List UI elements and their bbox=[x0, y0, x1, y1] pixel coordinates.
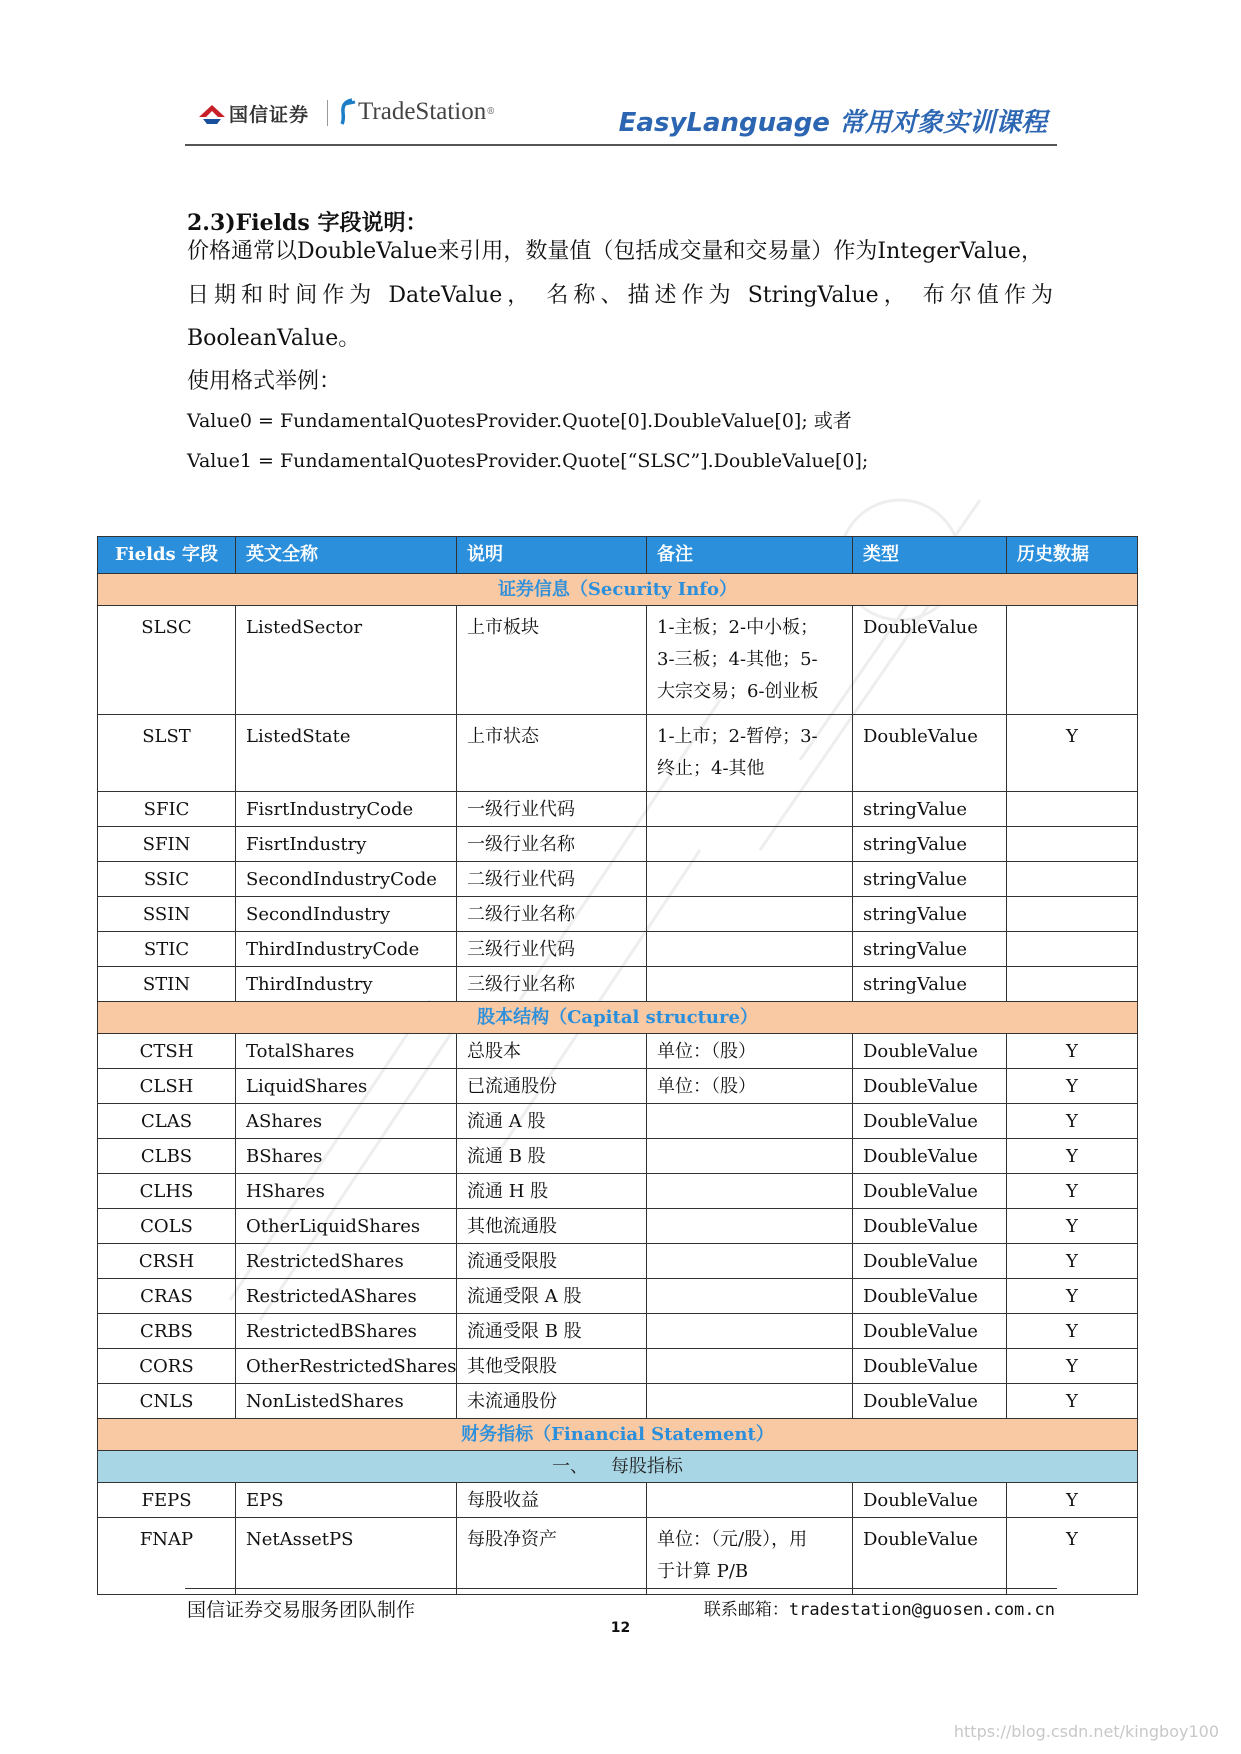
field-name: EPS bbox=[236, 1483, 457, 1518]
guosen-logo bbox=[197, 100, 309, 127]
field-type: DoubleValue bbox=[853, 1174, 1007, 1209]
intro-line-2: 日期和时间作为 DateValue， 名称、描述作为 StringValue， 布尔值作为 bbox=[187, 283, 1053, 308]
field-history: Y bbox=[1007, 1244, 1138, 1279]
field-history: Y bbox=[1007, 1279, 1138, 1314]
field-desc: 流通受限 A 股 bbox=[457, 1279, 647, 1314]
field-desc: 其他受限股 bbox=[457, 1349, 647, 1384]
registered-mark: ® bbox=[486, 107, 496, 117]
field-desc: 其他流通股 bbox=[457, 1209, 647, 1244]
field-type: stringValue bbox=[853, 897, 1007, 932]
table-row bbox=[98, 897, 1138, 932]
field-history: Y bbox=[1007, 1314, 1138, 1349]
field-note bbox=[647, 827, 853, 862]
field-type: DoubleValue bbox=[853, 1384, 1007, 1419]
field-note bbox=[647, 932, 853, 967]
col-header-fields: Fields 字段 bbox=[98, 537, 236, 574]
intro-line-1: 价格通常以DoubleValue来引用，数量值（包括成交量和交易量）作为IntegerValue， bbox=[187, 239, 1043, 264]
field-desc: 流通 A 股 bbox=[457, 1104, 647, 1139]
field-name: LiquidShares bbox=[236, 1069, 457, 1104]
section-label: 股本结构（Capital structure） bbox=[98, 1002, 1138, 1034]
field-note bbox=[647, 1349, 853, 1384]
field-name: RestrictedShares bbox=[236, 1244, 457, 1279]
field-type: DoubleValue bbox=[853, 1518, 1007, 1595]
field-code: STIC bbox=[98, 932, 236, 967]
field-name: NetAssetPS bbox=[236, 1518, 457, 1595]
col-header-desc: 说明 bbox=[457, 537, 647, 574]
field-name: OtherRestrictedShares bbox=[236, 1349, 457, 1384]
field-name: HShares bbox=[236, 1174, 457, 1209]
intro-line-3: BooleanValue。 bbox=[187, 326, 361, 351]
note-line: 终止；4-其他 bbox=[657, 758, 765, 779]
field-history: Y bbox=[1007, 1483, 1138, 1518]
source-watermark: https://blog.csdn.net/kingboy100 bbox=[953, 1722, 1219, 1741]
section-row-financial-statement bbox=[98, 1419, 1138, 1451]
field-type: DoubleValue bbox=[853, 1349, 1007, 1384]
section-label: 证券信息（Security Info） bbox=[98, 574, 1138, 606]
field-history bbox=[1007, 862, 1138, 897]
field-code: CTSH bbox=[98, 1034, 236, 1069]
field-history bbox=[1007, 897, 1138, 932]
field-code: COLS bbox=[98, 1209, 236, 1244]
usage-label: 使用格式举例： bbox=[187, 369, 342, 394]
field-name: FisrtIndustryCode bbox=[236, 792, 457, 827]
field-history: Y bbox=[1007, 1384, 1138, 1419]
field-history: Y bbox=[1007, 1104, 1138, 1139]
field-desc: 流通受限股 bbox=[457, 1244, 647, 1279]
field-note: 单位：（股） bbox=[647, 1069, 853, 1104]
field-code: SSIN bbox=[98, 897, 236, 932]
field-desc: 三级行业代码 bbox=[457, 932, 647, 967]
logo-separator bbox=[327, 100, 328, 126]
table-row bbox=[98, 967, 1138, 1002]
page-footer bbox=[185, 1588, 1057, 1621]
field-history: Y bbox=[1007, 715, 1138, 792]
note-line: 1-上市；2-暂停；3- bbox=[657, 726, 818, 747]
field-type: stringValue bbox=[853, 792, 1007, 827]
section-row-capital-structure bbox=[98, 1002, 1138, 1034]
field-note bbox=[647, 1384, 853, 1419]
footer-contact-email: 联系邮箱：tradestation@guosen.com.cn bbox=[703, 1600, 1055, 1620]
example-code-2: Value1 = FundamentalQuotesProvider.Quote[“SLSC”].DoubleValue[0]; bbox=[187, 450, 869, 472]
field-desc: 每股净资产 bbox=[457, 1518, 647, 1595]
field-name: RestrictedBShares bbox=[236, 1314, 457, 1349]
field-history: Y bbox=[1007, 1209, 1138, 1244]
table-row bbox=[98, 606, 1138, 715]
field-desc: 总股本 bbox=[457, 1034, 647, 1069]
table-row bbox=[98, 1349, 1138, 1384]
field-history: Y bbox=[1007, 1034, 1138, 1069]
field-desc: 每股收益 bbox=[457, 1483, 647, 1518]
field-note bbox=[647, 1314, 853, 1349]
field-code: STIN bbox=[98, 967, 236, 1002]
field-type: DoubleValue bbox=[853, 1279, 1007, 1314]
field-type: DoubleValue bbox=[853, 1069, 1007, 1104]
field-code: CORS bbox=[98, 1349, 236, 1384]
field-name: ListedSector bbox=[236, 606, 457, 715]
note-line: 于计算 P/B bbox=[657, 1561, 749, 1582]
note-line: 3-三板；4-其他；5- bbox=[657, 649, 818, 670]
col-header-note: 备注 bbox=[647, 537, 853, 574]
note-line: 1-主板；2-中小板； bbox=[657, 617, 819, 638]
tradestation-logo-text: TradeStation bbox=[358, 98, 487, 125]
field-desc: 三级行业名称 bbox=[457, 967, 647, 1002]
field-name: FisrtIndustry bbox=[236, 827, 457, 862]
field-note bbox=[647, 897, 853, 932]
field-history: Y bbox=[1007, 1139, 1138, 1174]
guosen-logo-icon bbox=[197, 103, 227, 125]
field-name: SecondIndustry bbox=[236, 897, 457, 932]
field-code: SFIN bbox=[98, 827, 236, 862]
subsection-label: 一、 每股指标 bbox=[98, 1451, 1138, 1483]
table-row bbox=[98, 1174, 1138, 1209]
field-code: FEPS bbox=[98, 1483, 236, 1518]
tradestation-logo bbox=[338, 98, 495, 126]
table-row bbox=[98, 1244, 1138, 1279]
field-type: stringValue bbox=[853, 932, 1007, 967]
field-history: Y bbox=[1007, 1349, 1138, 1384]
field-code: CRSH bbox=[98, 1244, 236, 1279]
field-code: SSIC bbox=[98, 862, 236, 897]
field-name: RestrictedAShares bbox=[236, 1279, 457, 1314]
field-history: Y bbox=[1007, 1174, 1138, 1209]
field-history bbox=[1007, 606, 1138, 715]
page-header bbox=[185, 88, 1057, 146]
field-history bbox=[1007, 827, 1138, 862]
table-row bbox=[98, 792, 1138, 827]
field-code: CLSH bbox=[98, 1069, 236, 1104]
field-type: stringValue bbox=[853, 827, 1007, 862]
field-desc: 上市板块 bbox=[457, 606, 647, 715]
table-row bbox=[98, 862, 1138, 897]
field-type: stringValue bbox=[853, 862, 1007, 897]
field-name: NonListedShares bbox=[236, 1384, 457, 1419]
field-note bbox=[647, 1104, 853, 1139]
table-row bbox=[98, 1483, 1138, 1518]
field-note bbox=[647, 1483, 853, 1518]
field-type: DoubleValue bbox=[853, 1034, 1007, 1069]
field-type: DoubleValue bbox=[853, 606, 1007, 715]
field-desc: 流通 H 股 bbox=[457, 1174, 647, 1209]
field-code: CRBS bbox=[98, 1314, 236, 1349]
table-row bbox=[98, 1069, 1138, 1104]
col-header-type: 类型 bbox=[853, 537, 1007, 574]
field-type: DoubleValue bbox=[853, 1139, 1007, 1174]
field-code: SLSC bbox=[98, 606, 236, 715]
section-row-security-info bbox=[98, 574, 1138, 606]
field-type: stringValue bbox=[853, 967, 1007, 1002]
table-row bbox=[98, 1104, 1138, 1139]
field-code: SFIC bbox=[98, 792, 236, 827]
field-type: DoubleValue bbox=[853, 715, 1007, 792]
field-desc: 流通受限 B 股 bbox=[457, 1314, 647, 1349]
field-name: TotalShares bbox=[236, 1034, 457, 1069]
field-note bbox=[647, 792, 853, 827]
field-name: ThirdIndustry bbox=[236, 967, 457, 1002]
field-note bbox=[647, 715, 853, 792]
field-desc: 二级行业名称 bbox=[457, 897, 647, 932]
field-type: DoubleValue bbox=[853, 1314, 1007, 1349]
field-type: DoubleValue bbox=[853, 1483, 1007, 1518]
field-note bbox=[647, 606, 853, 715]
table-row bbox=[98, 1314, 1138, 1349]
col-header-name: 英文全称 bbox=[236, 537, 457, 574]
field-history bbox=[1007, 792, 1138, 827]
field-note bbox=[647, 1518, 853, 1595]
field-name: OtherLiquidShares bbox=[236, 1209, 457, 1244]
note-line: 单位：（元/股），用 bbox=[657, 1529, 808, 1550]
note-line: 大宗交易；6-创业板 bbox=[657, 681, 819, 702]
field-name: SecondIndustryCode bbox=[236, 862, 457, 897]
field-name: ThirdIndustryCode bbox=[236, 932, 457, 967]
field-history: Y bbox=[1007, 1518, 1138, 1595]
field-type: DoubleValue bbox=[853, 1244, 1007, 1279]
field-type: DoubleValue bbox=[853, 1209, 1007, 1244]
field-desc: 一级行业代码 bbox=[457, 792, 647, 827]
table-row bbox=[98, 1209, 1138, 1244]
field-code: CNLS bbox=[98, 1384, 236, 1419]
table-row bbox=[98, 1034, 1138, 1069]
field-desc: 未流通股份 bbox=[457, 1384, 647, 1419]
field-note bbox=[647, 1244, 853, 1279]
subsection-row-per-share bbox=[98, 1451, 1138, 1483]
example-code-1: Value0 = FundamentalQuotesProvider.Quote[0].DoubleValue[0]; 或者 bbox=[187, 410, 852, 432]
field-name: ListedState bbox=[236, 715, 457, 792]
table-row bbox=[98, 827, 1138, 862]
field-note bbox=[647, 862, 853, 897]
table-row bbox=[98, 1518, 1138, 1595]
field-code: CRAS bbox=[98, 1279, 236, 1314]
field-history bbox=[1007, 967, 1138, 1002]
table-row bbox=[98, 932, 1138, 967]
field-desc: 二级行业代码 bbox=[457, 862, 647, 897]
col-header-history: 历史数据 bbox=[1007, 537, 1138, 574]
fields-table bbox=[97, 536, 1138, 1595]
section-label: 财务指标（Financial Statement） bbox=[98, 1419, 1138, 1451]
field-name: BShares bbox=[236, 1139, 457, 1174]
section-title: 2.3)Fields 字段说明： bbox=[187, 210, 428, 236]
field-code: FNAP bbox=[98, 1518, 236, 1595]
tradestation-logo-icon bbox=[338, 98, 358, 126]
field-note: 单位：（股） bbox=[647, 1034, 853, 1069]
table-row bbox=[98, 1279, 1138, 1314]
field-note bbox=[647, 1279, 853, 1314]
guosen-logo-text: 国信证券 bbox=[229, 104, 310, 126]
field-code: CLAS bbox=[98, 1104, 236, 1139]
field-code: CLBS bbox=[98, 1139, 236, 1174]
course-title: EasyLanguage 常用对象实训课程 bbox=[618, 108, 1047, 138]
table-row bbox=[98, 1384, 1138, 1419]
field-history bbox=[1007, 932, 1138, 967]
field-history: Y bbox=[1007, 1069, 1138, 1104]
table-header-row bbox=[98, 537, 1138, 574]
field-note bbox=[647, 967, 853, 1002]
page-number: 12 bbox=[610, 1620, 631, 1636]
field-code: SLST bbox=[98, 715, 236, 792]
field-code: CLHS bbox=[98, 1174, 236, 1209]
table-row bbox=[98, 715, 1138, 792]
field-desc: 流通 B 股 bbox=[457, 1139, 647, 1174]
field-desc: 一级行业名称 bbox=[457, 827, 647, 862]
table-row bbox=[98, 1139, 1138, 1174]
field-note bbox=[647, 1209, 853, 1244]
field-note bbox=[647, 1174, 853, 1209]
field-desc: 上市状态 bbox=[457, 715, 647, 792]
field-note bbox=[647, 1139, 853, 1174]
field-type: DoubleValue bbox=[853, 1104, 1007, 1139]
footer-credit: 国信证券交易服务团队制作 bbox=[187, 1599, 416, 1621]
field-desc: 已流通股份 bbox=[457, 1069, 647, 1104]
field-name: AShares bbox=[236, 1104, 457, 1139]
